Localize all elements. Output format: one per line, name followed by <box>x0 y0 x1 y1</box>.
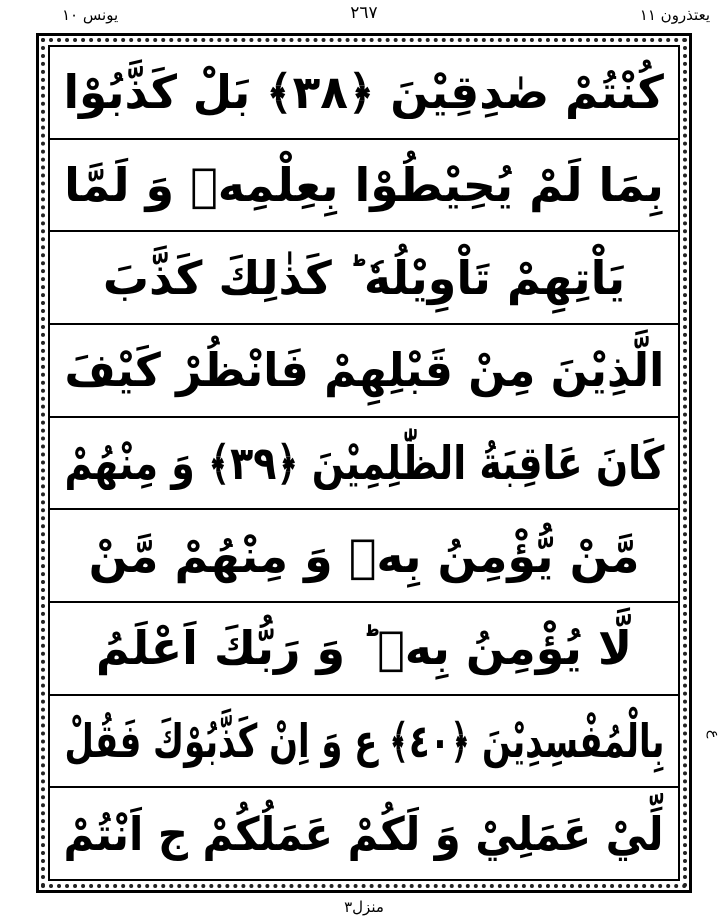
line-text: يَاْتِهِمْ تَاْوِيْلُهٗ ؕ كَذٰلِكَ كَذَّبَ <box>102 250 626 305</box>
ruku-margin-mark: ع <box>706 730 722 739</box>
line-text: بِالْمُفْسِدِيْنَ ﴿٤٠﴾ ع وَ اِنْ كَذَّبُوْكَ فَقُلْ <box>64 714 664 769</box>
manzil-footer: منزل٣ <box>344 898 384 916</box>
text-frame <box>48 45 680 881</box>
text-line-6 <box>50 510 678 603</box>
text-line-2 <box>50 140 678 233</box>
line-text: لِّيْ عَمَلِيْ وَ لَكُمْ عَمَلُكُمْ ج اَنْتُمْ <box>63 806 665 861</box>
line-text: مَّنْ يُّؤْمِنُ بِهٖ وَ مِنْهُمْ مَّنْ <box>88 528 640 583</box>
line-text: كَانَ عَاقِبَةُ الظّٰلِمِيْنَ ﴿٣٩﴾ وَ مِنْهُمْ <box>64 436 664 491</box>
line-text: بِمَا لَمْ يُحِيْطُوْا بِعِلْمِهٖ وَ لَمَّا <box>64 158 664 212</box>
header-surah-name: يونس ١٠ <box>62 6 119 24</box>
line-text: كُنْتُمْ صٰدِقِيْنَ ﴿٣٨﴾ بَلْ كَذَّبُوْا <box>63 65 665 120</box>
text-line-7 <box>50 603 678 696</box>
line-text: لَّا يُؤْمِنُ بِهٖ ؕ وَ رَبُّكَ اَعْلَمُ <box>95 621 633 676</box>
line-text: الَّذِيْنَ مِنْ قَبْلِهِمْ فَانْظُرْ كَيْفَ <box>64 343 664 398</box>
text-line-1 <box>50 47 678 140</box>
text-line-5 <box>50 418 678 511</box>
page-number: ٢٦٧ <box>350 3 378 23</box>
header-juz-name: يعتذرون ١١ <box>639 6 710 24</box>
text-line-8 <box>50 696 678 789</box>
text-line-4 <box>50 325 678 418</box>
text-line-3 <box>50 232 678 325</box>
text-line-9 <box>50 788 678 879</box>
